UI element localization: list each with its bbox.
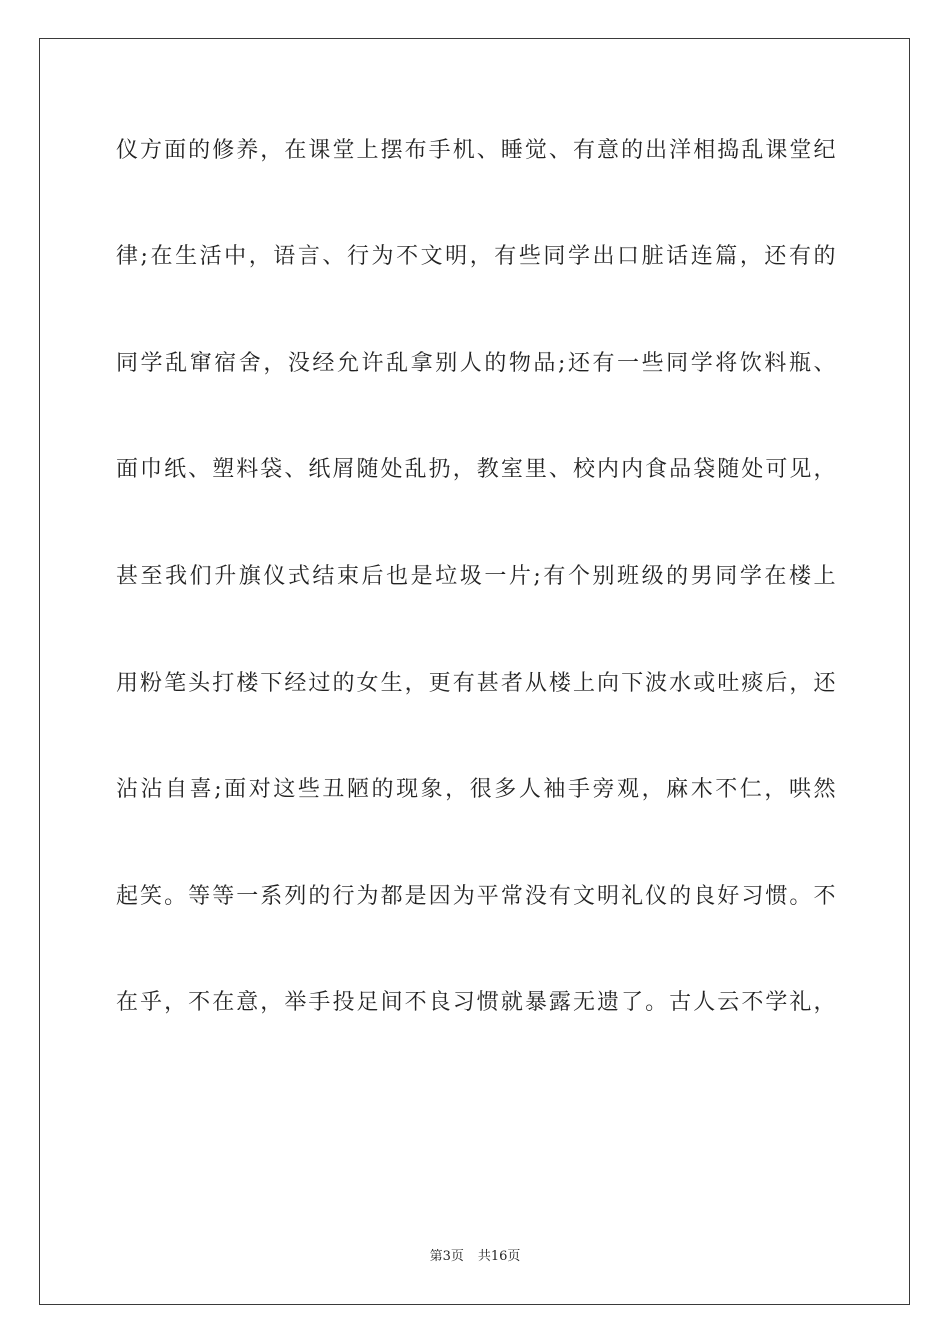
text-line-1: 仪方面的修养，在课堂上摆布手机、睡觉、有意的出洋相捣乱课堂纪 <box>116 138 836 163</box>
text-line-3: 同学乱窜宿舍，没经允许乱拿别人的物品;还有一些同学将饮料瓶、 <box>116 351 836 376</box>
text-line-2: 律;在生活中，语言、行为不文明，有些同学出口脏话连篇，还有的 <box>116 244 836 269</box>
current-page-number: 第3页 <box>429 1249 464 1264</box>
text-line-5: 甚至我们升旗仪式结束后也是垃圾一片;有个别班级的男同学在楼上 <box>116 564 836 589</box>
text-line-4: 面巾纸、塑料袋、纸屑随处乱扔，教室里、校内内食品袋随处可见， <box>116 457 836 482</box>
text-line-7: 沾沾自喜;面对这些丑陋的现象，很多人袖手旁观，麻木不仁，哄然 <box>116 777 836 802</box>
text-line-6: 用粉笔头打楼下经过的女生，更有甚者从楼上向下波水或吐痰后，还 <box>116 671 836 696</box>
text-line-8: 起笑。等等一系列的行为都是因为平常没有文明礼仪的良好习惯。不 <box>116 884 836 909</box>
page-footer <box>0 1245 950 1264</box>
total-pages: 共16页 <box>477 1249 521 1264</box>
text-line-9: 在乎，不在意，举手投足间不良习惯就暴露无遗了。古人云不学礼， <box>116 990 836 1015</box>
